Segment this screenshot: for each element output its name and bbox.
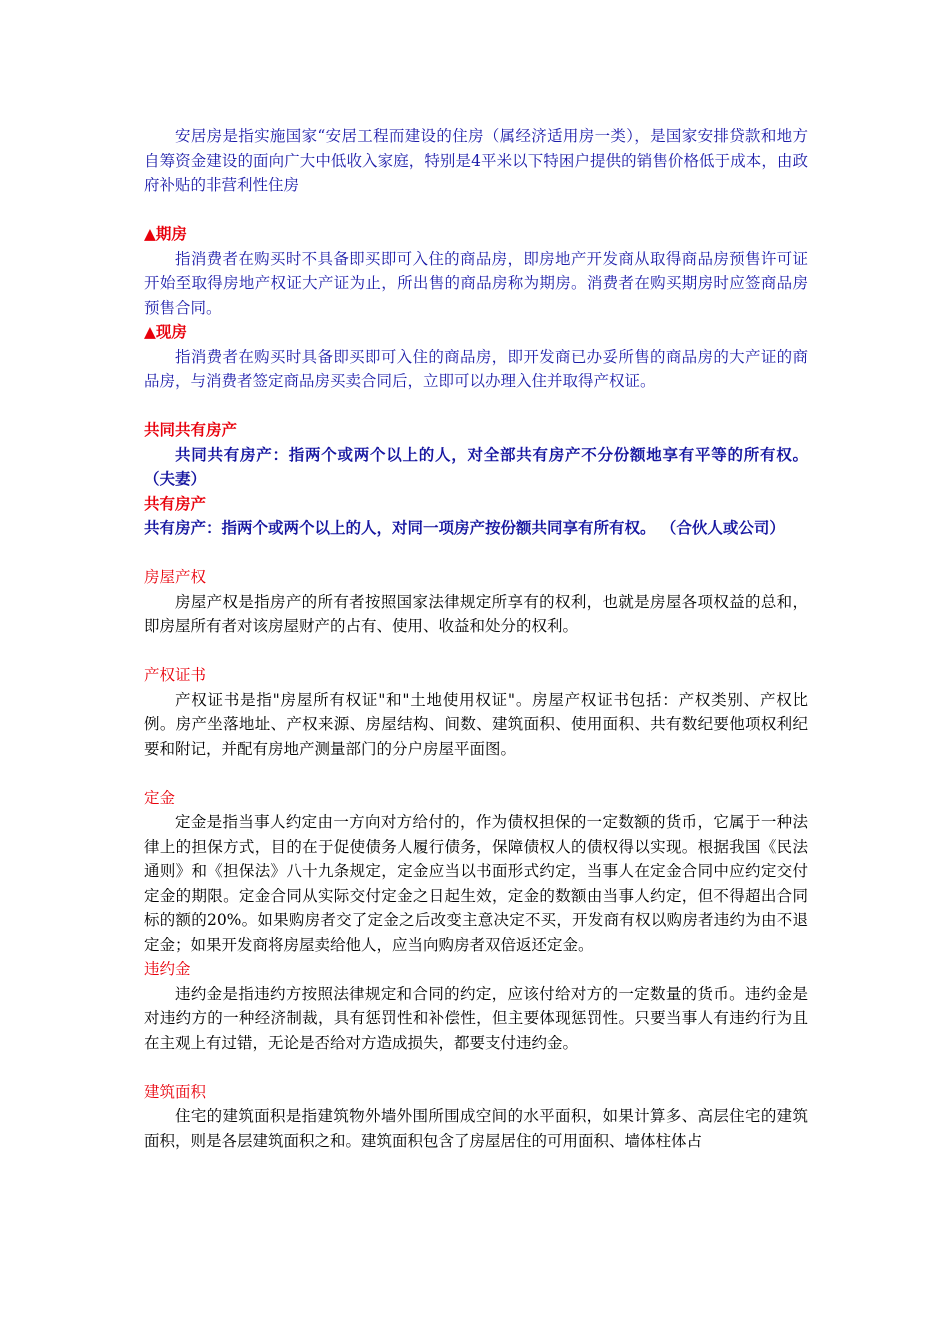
- gongtong-paragraph: 共同共有房产：指两个或两个以上的人，对全部共有房产不分份额地享有平等的所有权。 （夫妻）: [144, 444, 808, 488]
- section-jianzhu: [144, 1080, 808, 1154]
- gongyou-paragraph: 共有房产：指两个或两个以上的人，对同一项房产按份额共同享有所有权。 （合伙人或公司）: [144, 518, 785, 537]
- section-anju: [144, 124, 808, 198]
- spacer: [144, 761, 808, 786]
- chanquan-paragraph: 房屋产权是指房产的所有者按照国家法律规定所享有的权利，也就是房屋各项权益的总和，即房屋所有者对该房屋财产的占有、使用、收益和处分的权利。: [144, 592, 808, 635]
- spacer: [144, 394, 808, 419]
- gongyou-heading: 共有房产: [144, 493, 207, 513]
- section-weiyue: [144, 957, 808, 1055]
- chanquan-heading: 房屋产权: [144, 568, 207, 586]
- section-zhengshu: [144, 663, 808, 761]
- zhengshu-paragraph: 产权证书是指"房屋所有权证"和"土地使用权证"。房屋产权证书包括：产权类别、产权比例。房产坐落地址、产权来源、房屋结构、间数、建筑面积、使用面积、共有数纪要他项权利纪要和附记，并配有房地产测量部门的分户房屋平面图。: [144, 690, 808, 758]
- zhengshu-heading: 产权证书: [144, 666, 207, 684]
- section-dingjin: [144, 786, 808, 958]
- gongtong-heading: 共同共有房产: [144, 420, 238, 439]
- jianzhu-heading: 建筑面积: [144, 1082, 207, 1101]
- document-page: [144, 124, 808, 1153]
- section-gongtong: [144, 418, 808, 492]
- qifang-heading: ▲期房: [144, 224, 187, 243]
- spacer: [144, 541, 808, 566]
- spacer: [144, 1055, 808, 1080]
- xianfang-heading: ▲现房: [144, 322, 187, 341]
- dingjin-heading: 定金: [144, 788, 176, 807]
- weiyue-paragraph: 违约金是指违约方按照法律规定和合同的约定，应该付给对方的一定数量的货币。违约金是对违约方的一种经济制裁，具有惩罚性和补偿性，但主要体现惩罚性。只要当事人有违约行为且在主观上有过错，无论是否给对方造成损失，都要支付违约金。: [144, 984, 808, 1052]
- anju-paragraph: 安居房是指实施国家“安居工程而建设的住房（属经济适用房一类），是国家安排贷款和地方自筹资金建设的面向广大中低收入家庭，特别是4平米以下特困户提供的销售价格低于成本，由政府补贴的非营利性住房: [144, 127, 808, 194]
- jianzhu-paragraph: 住宅的建筑面积是指建筑物外墙外围所围成空间的水平面积，如果计算多、高层住宅的建筑面积，则是各层建筑面积之和。建筑面积包含了房屋居住的可用面积、墙体柱体占: [144, 1107, 808, 1150]
- section-gongyou: [144, 492, 808, 541]
- qifang-paragraph: 指消费者在购买时不具备即买即可入住的商品房，即房地产开发商从取得商品房预售许可证开始至取得房地产权证大产证为止，所出售的商品房称为期房。消费者在购买期房时应签商品房预售合同。: [144, 249, 808, 317]
- section-chanquan: [144, 565, 808, 639]
- weiyue-heading: 违约金: [144, 960, 191, 978]
- dingjin-paragraph: 定金是指当事人约定由一方向对方给付的，作为债权担保的一定数额的货币，它属于一种法律上的担保方式，目的在于促使债务人履行债务，保障债权人的债权得以实现。根据我国《民法通则》和《担保法》八十九条规定，定金应当以书面形式约定，当事人在定金合同中应约定交付定金的期限。定金合同从实际交付定金之日起生效，定金的数额由当事人约定，但不得超出合同标的额的20%。如果购房者交了定金之后改变主意决定不买，开发商有权以购房者违约为由不退定金；如果开发商将房屋卖给他人，应当向购房者双倍返还定金。: [144, 813, 808, 954]
- section-xianfang: [144, 320, 808, 394]
- section-qifang: [144, 222, 808, 320]
- spacer: [144, 198, 808, 223]
- xianfang-paragraph: 指消费者在购买时具备即买即可入住的商品房，即开发商已办妥所售的商品房的大产证的商品房，与消费者签定商品房买卖合同后，立即可以办理入住并取得产权证。: [144, 347, 808, 390]
- spacer: [144, 639, 808, 664]
